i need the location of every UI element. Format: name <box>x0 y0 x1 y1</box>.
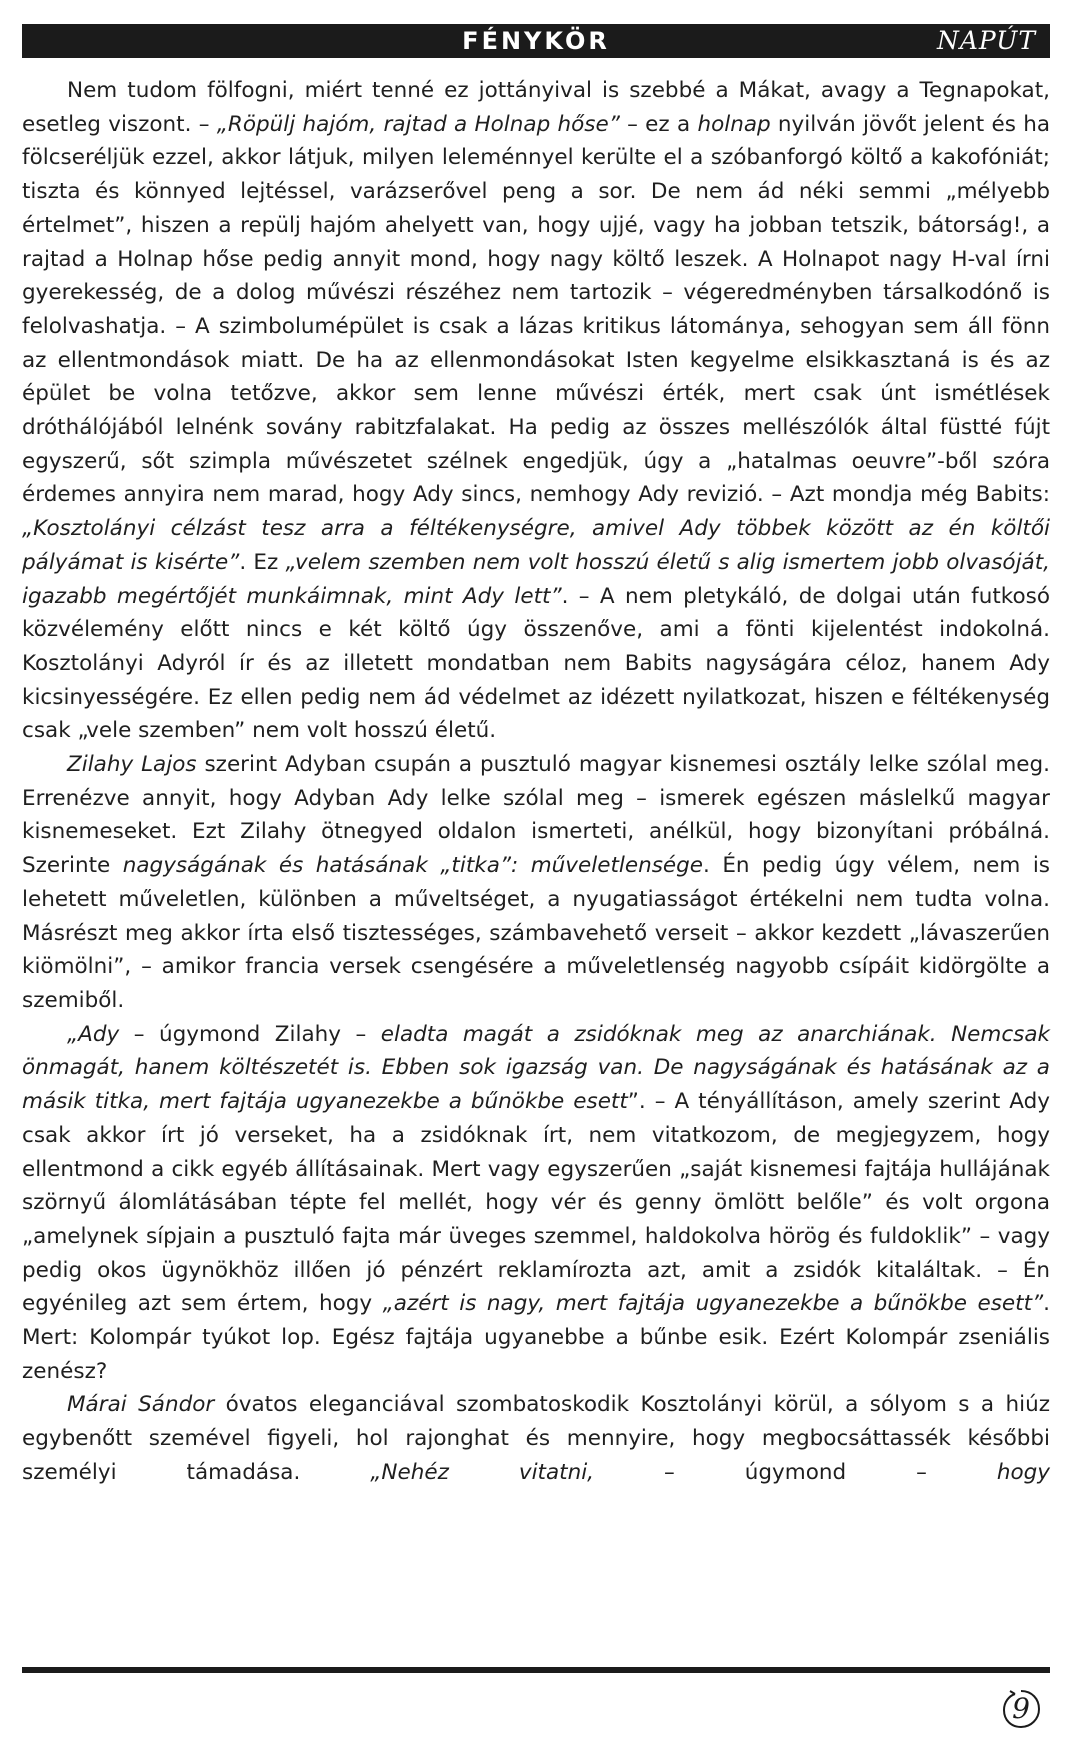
text-run: . Mert: Kolompár tyúkot lop. Egész fajtája ugyanebbe a bűnbe esik. Ezért Kolompár zseniális zenész? <box>22 1291 1050 1384</box>
section-title: FÉNYKÖR <box>462 27 610 55</box>
text-run: nyilván jövőt jelent és ha fölcseréljük ezzel, akkor látjuk, milyen leleménnyel kerülte el a szóbanforgó költő a kakofóniát; tiszta és könnyed lejtéssel, varázserővel peng a sor. De nem ád néki semmi „mélyebb értelmet”, hiszen a repülj hajóm ahelyett van, hogy ujjé, vagy ha jobban tetszik, bátorság!, a rajtad a Holnap hőse pedig annyit mond, hogy nagy költő leszek. A Holnapot nagy H-val írni gyerekesség, de a dolog művészi részéhez nem tartozik – végeredményben társalkodónő is felolvashatja. – A szimbolumépület is csak a lázas kritikus látománya, sehogyan sem áll fönn az ellentmondások miatt. De ha az ellenmondásokat Isten kegyelme elsikkasztaná is és az épület be volna tetőzve, akkor sem lenne művészi érték, mert csak únt ismétlések dróthálójából lelnénk sovány rabitzfalakat. Ha pedig az összes mellészólók által füstté fújt egyszerű, sőt szimpla művészetet szélnek engedjük, úgy a „hatalmas oeuvre”-ből szóra érdemes annyira nem marad, hogy Ady sincs, nemhogy Ady revizió. – Azt mondja még Babits: <box>22 111 1051 508</box>
article-body <box>22 74 1050 1490</box>
italic-text-run: „Nehéz vitatni, <box>370 1459 595 1485</box>
text-run: óvatos eleganciával szombatoskodik Kosztolányi körül, a sólyom s a hiúz egybenőtt szemével figyeli, hol rajonghat és mennyire, hogy megbocsáttassék későbbi személyi támadása. <box>22 1392 1050 1485</box>
italic-text-run: holnap <box>697 111 771 137</box>
text-run: szerint Adyban csupán a pusztuló magyar kisnemesi osztály lelke szólal meg. Errenézve annyit, hogy Adyban Ady lelke szólal meg – ismerek egészen máslelkű magyar kisnemeseket. Ezt Zilahy ötnegyed oldalon ismerteti, anélkül, hogy bizonyítani próbálná. Szerinte <box>22 752 1050 879</box>
text-run: . – A nem pletykáló, de dolgai után futkosó közvélemény előtt nincs e két költő úgy összenőve, ami a fönti kijelentést indokolná. Kosztolányi Adyról ír és az illetett mondatban nem Babits nagyságára céloz, hanem Ady kicsinyességére. Ez ellen pedig nem ád védelmet az idézett nyilatkozat, hiszen e féltékenység csak „vele szemben” nem volt hosszú életű. <box>22 583 1050 744</box>
text-run: – úgymond Zilahy – <box>119 1021 381 1047</box>
magazine-logo: NAPÚT <box>936 26 1036 55</box>
paragraph-4 <box>22 1388 1050 1489</box>
text-run: . Én pedig úgy vélem, nem is lehetett műveletlen, különben a műveltséget, a nyugatiasságot értékelni nem tudta volna. Másrészt meg akkor írta első tisztességes, számbavehető verseit – akkor kezdett „lávaszerűen kiömölni”, – amikor francia versek csengésére a műveletlenség nagyobb csípáit kidörgölte a szemiből. <box>22 853 1051 1013</box>
text-run: – úgymond – <box>594 1459 997 1485</box>
italic-text-run: eladta magát a zsidóknak meg az anarchiának. Nemcsak önmagát, hanem költészetét is. Ebben sok igazság van. De nagyságának és hatásának az a másik titka, mert fajtája ugyanezekbe a bűnökbe esett <box>22 1021 1050 1115</box>
page-number <box>1000 1688 1042 1730</box>
page-number-label: 9 <box>1012 1692 1030 1725</box>
paragraph-3 <box>22 1018 1050 1389</box>
text-run: . Ez <box>239 549 286 575</box>
text-run: – ez a <box>619 111 698 137</box>
text-run: Nem tudom fölfogni, miért tenné ez jottányival is szebbé a Mákat, avagy a Tegnapokat, esetleg viszont. – <box>22 78 1050 137</box>
text-run: ”. – A tényállításon, amely szerint Ady csak akkor írt jó verseket, ha a zsidóknak írt, nem vitatkozom, de megjegyzem, hogy ellentmond a cikk egyéb állításainak. Mert vagy egyszerűen „saját kisnemesi fajtája hullájának szörnyű álomlátásában tépte fel mellét, hogy vér és genny ömlött belőle” és volt orgona „amelynek sípjain a pusztuló fajta már üveges szemmel, haldokolva hörög és fuldoklik” – vagy pedig okos ügynökhöz illően jó pénzért reklamírozta azt, amit a zsidók kitaláltak. – Én egyénileg azt sem értem, hogy <box>22 1089 1050 1317</box>
italic-text-run: hogy <box>996 1459 1050 1485</box>
italic-text-run: „azért is nagy, mert fajtája ugyanezekbe a bűnökbe esett” <box>382 1291 1044 1317</box>
paragraph-2 <box>22 748 1050 1018</box>
italic-text-run: „Kosztolányi célzást tesz arra a féltékenységre, amivel Ady többek között az én költői pályámat is kisérte” <box>22 516 1050 575</box>
italic-text-run: „Röpülj hajóm, rajtad a Holnap hőse” <box>216 111 620 137</box>
italic-text-run: „velem szemben nem volt hosszú életű s alig ismertem jobb olvasóját, igazabb megértőjét munkáimnak, mint Ady lett” <box>22 549 1050 609</box>
italic-text-run: „Ady <box>67 1021 120 1047</box>
paragraph-1 <box>22 74 1050 748</box>
italic-text-run: Márai Sándor <box>67 1392 215 1418</box>
italic-text-run: nagyságának és hatásának „titka”: műveletlensége <box>122 853 704 879</box>
header-bar <box>22 24 1050 58</box>
footer-rule <box>22 1667 1050 1673</box>
italic-text-run: Zilahy Lajos <box>67 752 197 778</box>
